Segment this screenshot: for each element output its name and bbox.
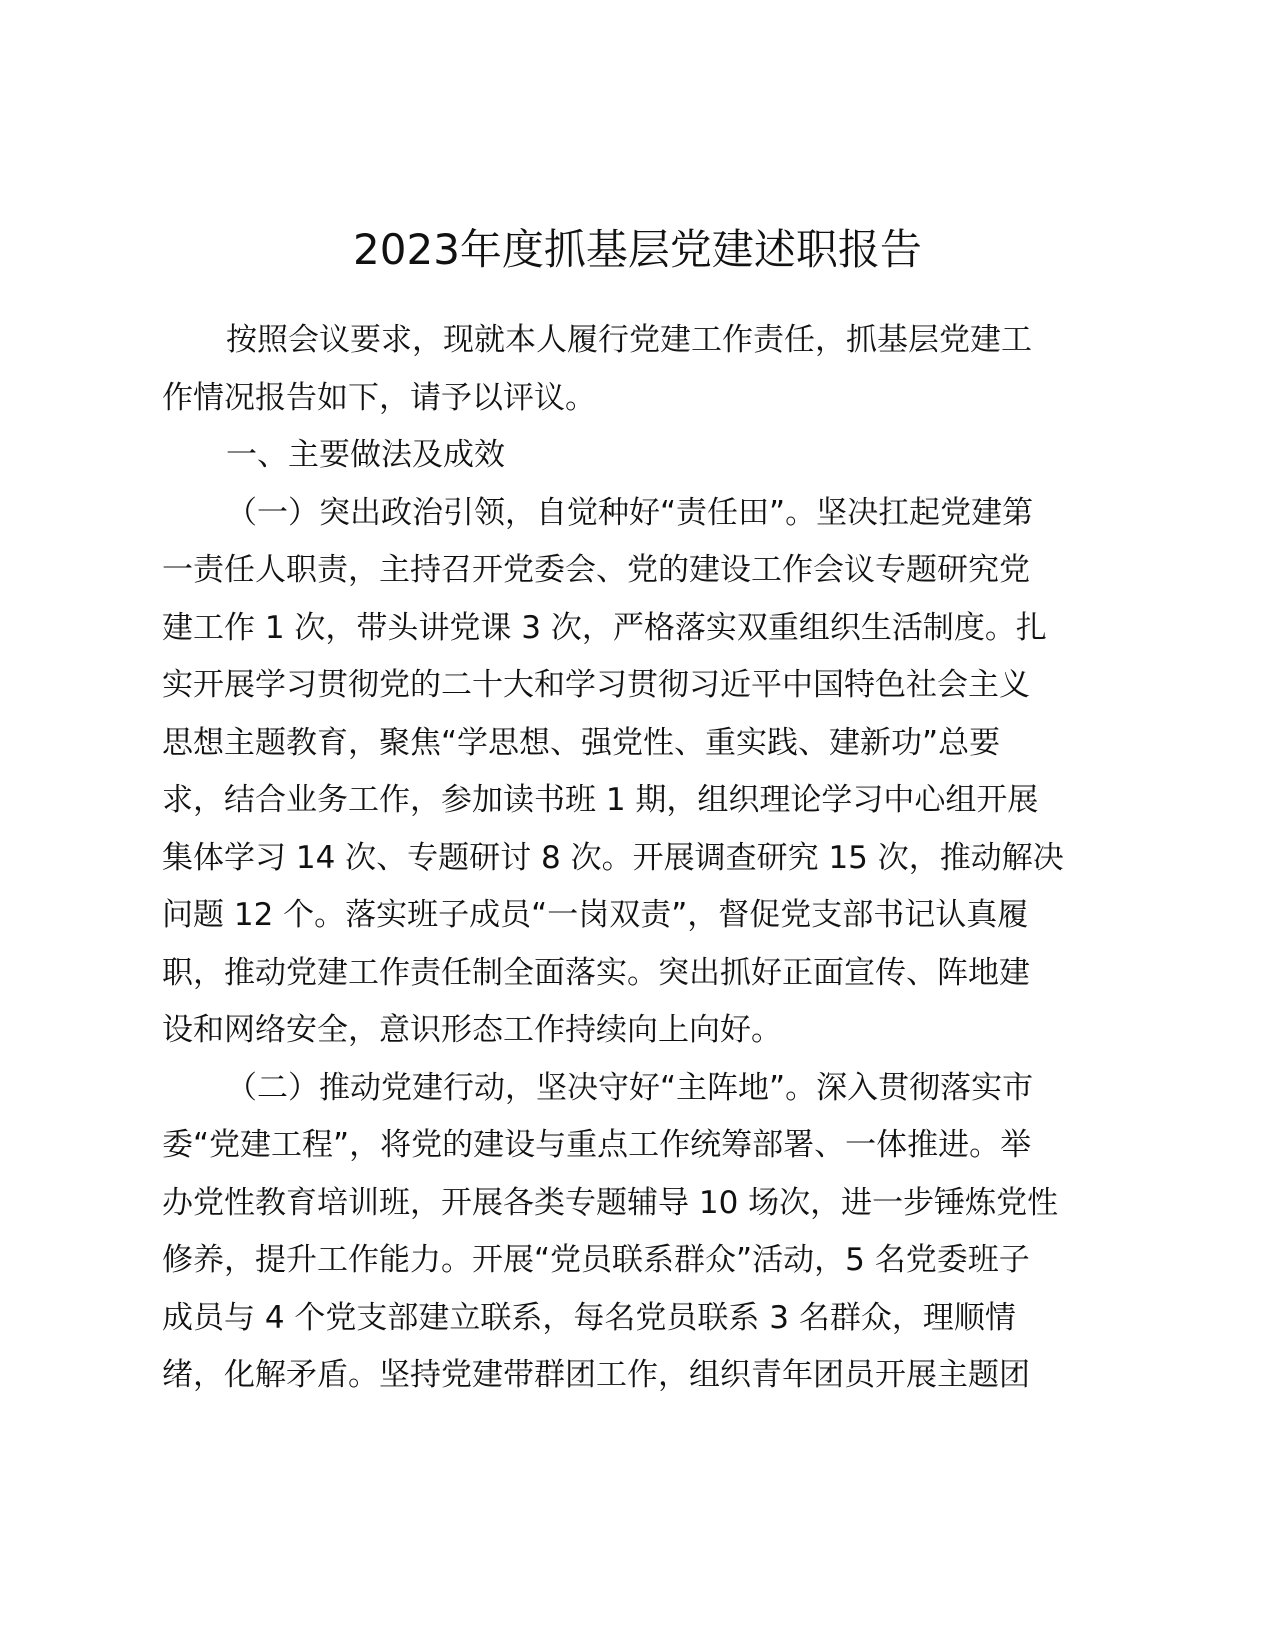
text-line: 绪，化解矛盾。坚持党建带群团工作，组织青年团员开展主题团 bbox=[162, 1357, 1030, 1393]
text-line: 问题 12 个。落实班子成员“一岗双责”，督促党支部书记认真履 bbox=[162, 897, 1029, 933]
text-line: 一责任人职责，主持召开党委会、党的建设工作会议专题研究党 bbox=[162, 552, 1030, 588]
text-line: 一、主要做法及成效 bbox=[226, 437, 505, 473]
text-line: 实开展学习贯彻党的二十大和学习贯彻习近平中国特色社会主义 bbox=[162, 667, 1030, 703]
text-line: 建工作 1 次，带头讲党课 3 次，严格落实双重组织生活制度。扎 bbox=[162, 609, 1047, 646]
text-line: 按照会议要求，现就本人履行党建工作责任，抓基层党建工 bbox=[226, 322, 1032, 358]
text-line: 求，结合业务工作，参加读书班 1 期，组织理论学习中心组开展 bbox=[162, 782, 1039, 818]
text-line: 办党性教育培训班，开展各类专题辅导 10 场次，进一步锤炼党性 bbox=[162, 1184, 1059, 1221]
text-line: 集体学习 14 次、专题研讨 8 次。开展调查研究 15 次，推动解决 bbox=[162, 839, 1064, 876]
text-line: 成员与 4 个党支部建立联系，每名党员联系 3 名群众，理顺情 bbox=[162, 1299, 1016, 1336]
text-line: 修养，提升工作能力。开展“党员联系群众”活动，5 名党委班子 bbox=[162, 1242, 1030, 1278]
text-line: （一）突出政治引领，自觉种好“责任田”。坚决扛起党建第 bbox=[226, 494, 1034, 531]
text-line: 委“党建工程”，将党的建设与重点工作统筹部署、一体推进。举 bbox=[162, 1127, 1032, 1163]
text-line: 作情况报告如下，请予以评议。 bbox=[162, 379, 596, 416]
text-line: 职，推动党建工作责任制全面落实。突出抓好正面宣传、阵地建 bbox=[162, 954, 1030, 991]
text-line: 设和网络安全，意识形态工作持续向上向好。 bbox=[162, 1012, 782, 1048]
document-title: 2023年度抓基层党建述职报告 bbox=[353, 225, 922, 274]
text-line: 思想主题教育，聚焦“学思想、强党性、重实践、建新功”总要 bbox=[162, 724, 1001, 761]
document-body bbox=[162, 312, 1112, 1405]
text-line: （二）推动党建行动，坚决守好“主阵地”。深入贯彻落实市 bbox=[226, 1069, 1034, 1106]
